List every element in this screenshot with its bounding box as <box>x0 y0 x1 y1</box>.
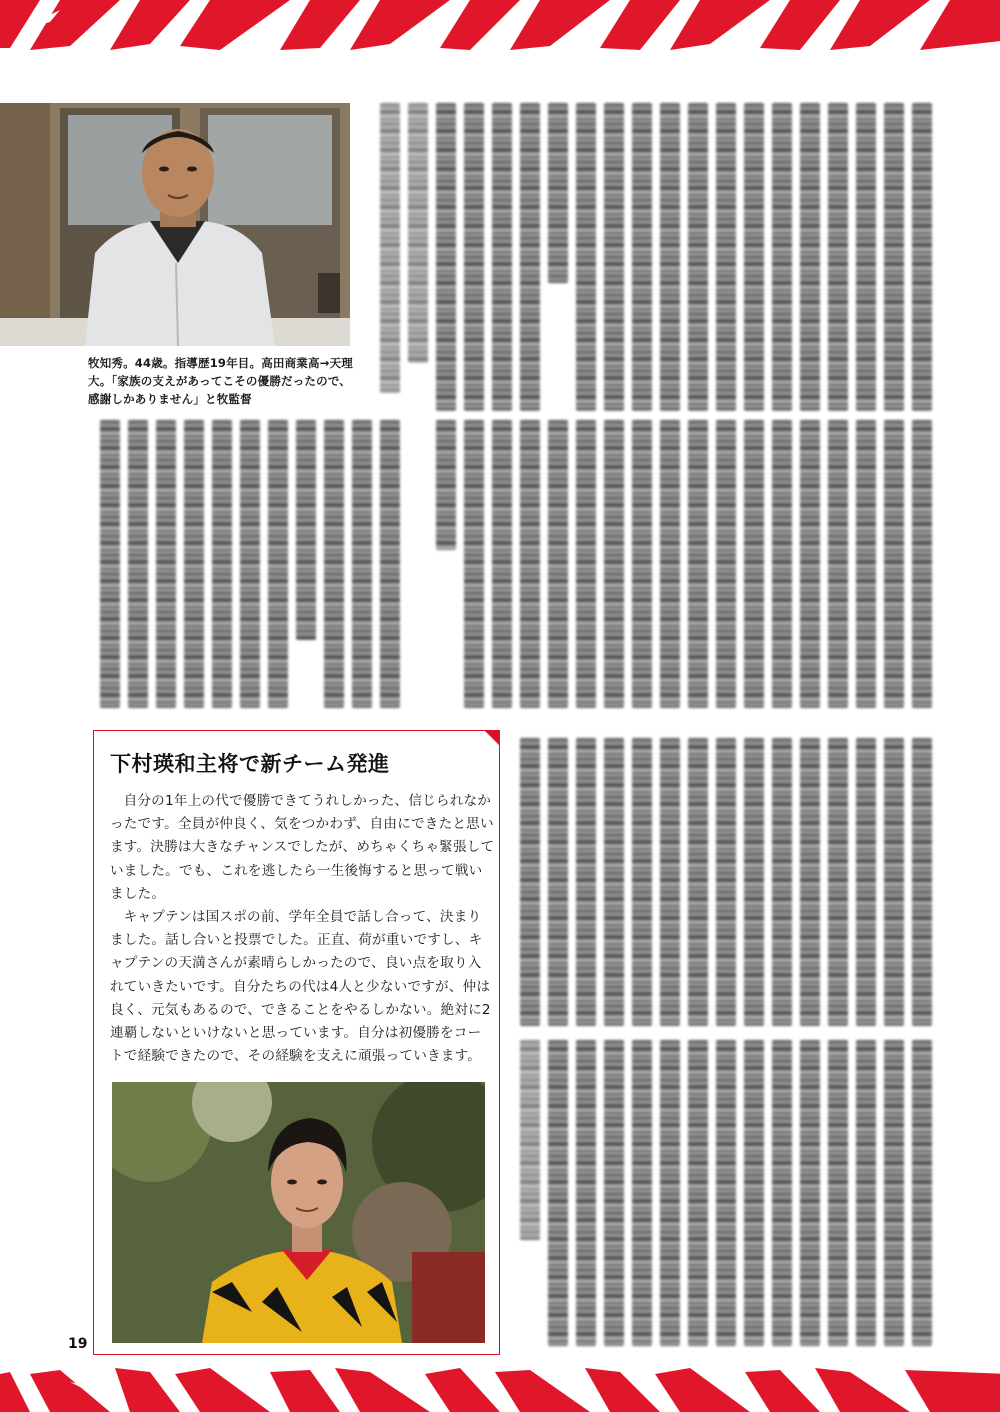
article-text-column <box>632 1040 652 1346</box>
captain-section-title: 下村瑛和主将で新チーム発進 <box>110 752 390 776</box>
article-text-column <box>380 103 400 393</box>
top-stripe-band <box>0 0 1000 50</box>
article-text-column <box>912 1040 932 1346</box>
captain-interview-body <box>110 790 495 1068</box>
article-text-column <box>912 420 932 708</box>
article-text-column <box>324 420 344 708</box>
article-text-column <box>520 103 540 411</box>
article-text-column <box>660 1040 680 1346</box>
coach-photo <box>0 103 350 346</box>
article-text-column <box>744 1040 764 1346</box>
article-text-column <box>884 1040 904 1346</box>
article-text-column <box>604 1040 624 1346</box>
article-text-column <box>772 420 792 708</box>
article-text-column <box>884 420 904 708</box>
page-number: 19 <box>68 1336 88 1352</box>
article-text-column <box>240 420 260 708</box>
article-text-column <box>632 103 652 411</box>
box-corner-accent <box>484 730 500 746</box>
article-text-column <box>548 1040 568 1346</box>
article-text-column <box>464 103 484 411</box>
article-text-column <box>632 738 652 1026</box>
article-text-column <box>296 420 316 640</box>
article-text-column <box>548 420 568 708</box>
article-text-column <box>828 1040 848 1346</box>
article-text-column <box>688 1040 708 1346</box>
article-text-column <box>548 103 568 283</box>
captain-paragraph: 自分の1年上の代で優勝できてうれしかった、信じられなかったです。全員が仲良く、気をつかわず、自由にできたと思います。決勝は大きなチャンスでしたが、めちゃくちゃ緊張していました。でも、これを逃したら一生後悔すると思って戦いました。 <box>110 793 495 902</box>
article-text-column <box>828 103 848 411</box>
article-text-column <box>800 420 820 708</box>
article-text-column <box>464 420 484 708</box>
captain-paragraph: キャプテンは国スポの前、学年全員で話し合って、決まりました。話し合いと投票でした。正直、荷が重いですし、キャプテンの天満さんが素晴らしかったので、良い点を取り入れていきたいです。自分たちの代は4人と少ないですが、仲は良く、元気もあるので、できることをやるしかない。絶対に2連覇しないといけないと思っています。自分は初優勝をコートで経験できたので、その経験を支えに頑張っていきます。 <box>110 909 491 1065</box>
captain-photo <box>112 1082 485 1343</box>
article-text-column <box>576 420 596 708</box>
article-text-column <box>408 103 428 363</box>
article-text-column <box>100 420 120 708</box>
coach-photo-caption: 牧知秀。44歳。指導歴19年目。高田商業高→天理大。「家族の支えがあってこその優勝だったので、感謝しかありません」と牧監督 <box>88 356 353 406</box>
article-text-column <box>492 103 512 411</box>
article-text-column <box>492 420 512 708</box>
article-text-column <box>800 103 820 411</box>
article-text-column <box>576 738 596 1026</box>
article-text-column <box>604 103 624 411</box>
article-text-column <box>660 103 680 411</box>
article-text-column <box>912 738 932 1026</box>
article-text-column <box>772 738 792 1026</box>
article-text-column <box>884 103 904 411</box>
article-text-column <box>128 420 148 708</box>
article-text-column <box>716 738 736 1026</box>
article-text-column <box>800 738 820 1026</box>
article-text-column <box>184 420 204 708</box>
article-text-column <box>436 103 456 411</box>
article-text-column <box>912 103 932 411</box>
article-text-column <box>856 420 876 708</box>
article-text-column <box>828 420 848 708</box>
article-text-column <box>744 738 764 1026</box>
article-text-column <box>352 420 372 708</box>
article-text-column <box>688 103 708 411</box>
article-text-column <box>632 420 652 708</box>
article-text-column <box>660 420 680 708</box>
article-text-column <box>156 420 176 708</box>
article-text-column <box>744 420 764 708</box>
article-text-column <box>604 420 624 708</box>
article-text-column <box>520 420 540 708</box>
article-text-column <box>716 1040 736 1346</box>
article-text-column <box>856 738 876 1026</box>
article-text-column <box>660 738 680 1026</box>
article-text-column <box>716 420 736 708</box>
article-text-column <box>856 103 876 411</box>
article-text-column <box>688 420 708 708</box>
article-text-column <box>744 103 764 411</box>
article-text-column <box>688 738 708 1026</box>
article-text-column <box>772 1040 792 1346</box>
article-text-column <box>268 420 288 708</box>
article-text-column <box>604 738 624 1026</box>
article-text-column <box>828 738 848 1026</box>
article-text-column <box>576 1040 596 1346</box>
bottom-stripe-band <box>0 1368 1000 1412</box>
article-text-column <box>436 420 456 550</box>
article-text-column <box>520 738 540 1026</box>
article-text-column <box>884 738 904 1026</box>
article-text-column <box>548 738 568 1026</box>
article-text-column <box>380 420 400 708</box>
article-text-column <box>520 1040 540 1240</box>
article-text-column <box>576 103 596 411</box>
article-text-column <box>772 103 792 411</box>
article-text-column <box>716 103 736 411</box>
article-text-column <box>212 420 232 708</box>
article-text-column <box>800 1040 820 1346</box>
article-text-column <box>856 1040 876 1346</box>
